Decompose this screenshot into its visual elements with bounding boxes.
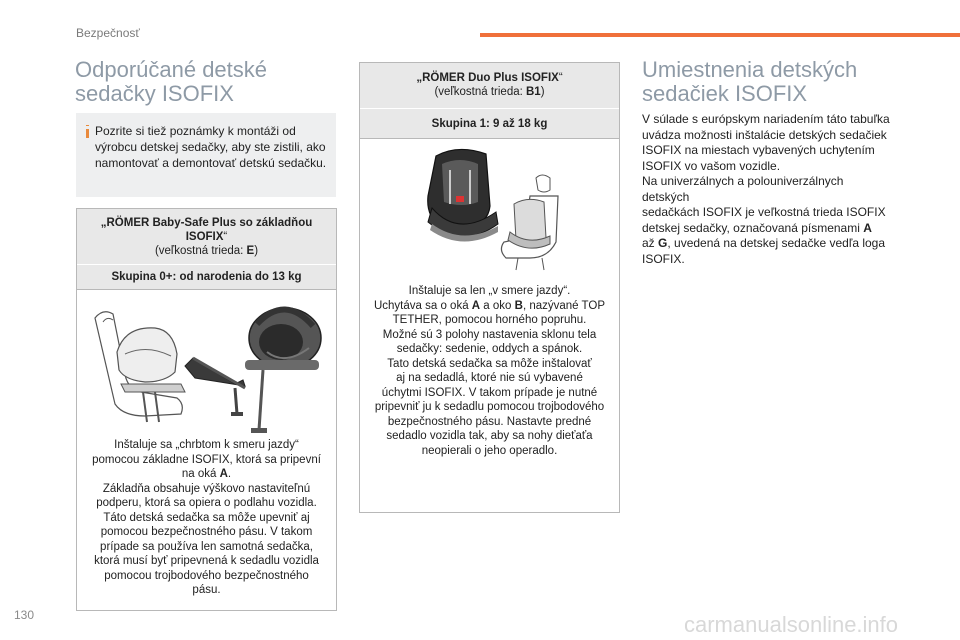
seat-name-line: „RÖMER Baby-Safe Plus so základňou (100, 217, 313, 229)
description-line: Možné sú 3 polohy nastavenia sklonu tela (382, 328, 597, 341)
description-line: Inštaluje sa len „v smere jazdy“. (408, 285, 571, 297)
description-line: Uchytáva sa o oká A a oko B, nazývané TOP (373, 299, 605, 312)
page-number: 130 (14, 608, 35, 622)
left-heading-line: Odporúčané detské (75, 57, 268, 82)
seat-description (80, 438, 333, 598)
right-heading-line: Umiestnenia detských (642, 57, 858, 82)
body-line: ISOFIX vo vašom vozidle. (642, 158, 781, 173)
description-line: Tato detská sedačka sa môže inštalovať (387, 357, 592, 370)
seat-name (360, 71, 619, 85)
body-line: Na univerzálnych a polouniverzálnych detských (642, 174, 844, 204)
body-line: detskej sedačky, označovaná písmenami A (642, 220, 872, 235)
seat-class (360, 85, 619, 99)
body-line: V súlade s európskym nariadením táto tabuľka (642, 112, 890, 126)
description-line: aj na sedadlá, ktoré nie sú vybavené (396, 372, 583, 384)
description-line: neopierali o jeho operadlo. (421, 444, 558, 457)
info-note (76, 113, 336, 197)
seat-name-quote: “ (223, 231, 228, 243)
right-heading (642, 58, 857, 106)
seat-class-value: E (246, 245, 255, 257)
description-line: sedadlo vozidla tak, aby sa nohy dieťaťa (386, 430, 593, 442)
body-line: uvádza možnosti inštalácie detských sedačiek (642, 127, 887, 142)
description-line: bezpečnostného pásu. Nastavte predné (387, 415, 592, 428)
duoplus-seat-illustration (418, 146, 568, 274)
anchor-letter: B (514, 299, 523, 312)
body-line: ISOFIX. (642, 251, 685, 266)
description-line: TETHER, pomocou horného popruhu. (392, 314, 587, 326)
body-line: ISOFIX na miestach vybavených uchytením (642, 143, 875, 157)
babysafe-seat-illustration (85, 296, 330, 436)
description-line: ktorá musí byť pripevnená k sedadlu vozidla (94, 555, 319, 567)
seat-name-line: „RÖMER Duo Plus ISOFIX (416, 72, 559, 84)
description-line: Základňa obsahuje výškovo nastaviteľnú (102, 482, 311, 495)
anchor-letter: A (219, 468, 228, 480)
description-line: pripevniť ju k sedadlu pomocou trojbodového (374, 401, 605, 413)
seat-name-line: ISOFIX (185, 231, 224, 243)
description-line: na oká A. (181, 468, 232, 480)
seat-description (363, 284, 616, 458)
seat-class-suffix: ) (540, 86, 545, 98)
anchor-letter: A (863, 220, 872, 235)
body-line: sedačkách ISOFIX je veľkostná trieda ISOFIX (642, 205, 886, 219)
body-line: až G, uvedená na detskej sedačke vedľa loga (642, 236, 886, 250)
isofix-locations-text (642, 112, 892, 267)
header-accent-bar (480, 33, 960, 37)
right-heading-line: sedačiek ISOFIX (642, 81, 808, 106)
watermark: carmanualsonline.info (684, 612, 899, 637)
seat-header (360, 63, 619, 108)
info-icon-dot (86, 126, 89, 129)
seat-class-suffix: ) (254, 245, 259, 257)
seat-name (77, 216, 336, 230)
left-heading-line: sedačky ISOFIX (75, 81, 234, 106)
description-line: pásu. (192, 584, 221, 596)
description-line: úchytmi ISOFIX. V takom prípade je nutné (381, 386, 598, 399)
seat-class (77, 244, 336, 258)
left-heading (75, 58, 267, 106)
anchor-letter: G (658, 236, 668, 250)
description-line: Inštaluje sa „chrbtom k smeru jazdy“ (114, 439, 299, 451)
info-note-text: Pozrite si tiež poznámky k montáži od výrobcu detskej sedačky, aby ste zistili, ako namontovať a demontovať detskú sedačku. (95, 124, 327, 170)
section-label: Bezpečnosť (76, 26, 140, 40)
description-line: prípade sa používa len samotná sedačka, (100, 540, 313, 553)
seat-class-value: B1 (526, 86, 541, 98)
seat-name-quote: “ (558, 72, 563, 84)
seat-group: Skupina 0+: od narodenia do 13 kg (77, 264, 336, 290)
seat-class-prefix: (veľkostná trieda: (154, 245, 247, 257)
seat-header (77, 209, 336, 264)
seat-group: Skupina 1: 9 až 18 kg (360, 108, 619, 139)
description-line: pomocou bezpečnostného pásu. V takom (100, 526, 313, 538)
description-line: pomocou základne ISOFIX, ktorá sa pripevní (92, 453, 321, 466)
seat-class-prefix: (veľkostná trieda: (434, 86, 526, 98)
description-line: podperu, ktorá sa opiera o podlahu vozidla. (96, 497, 317, 509)
description-line: pomocou trojbodového bezpečnostného (104, 569, 309, 582)
description-line: Táto detská sedačka sa môže upevniť aj (103, 511, 310, 524)
anchor-letter: A (471, 299, 481, 312)
description-line: sedačky: sedenie, oddych a spánok. (396, 343, 583, 355)
seat-name (77, 230, 336, 244)
